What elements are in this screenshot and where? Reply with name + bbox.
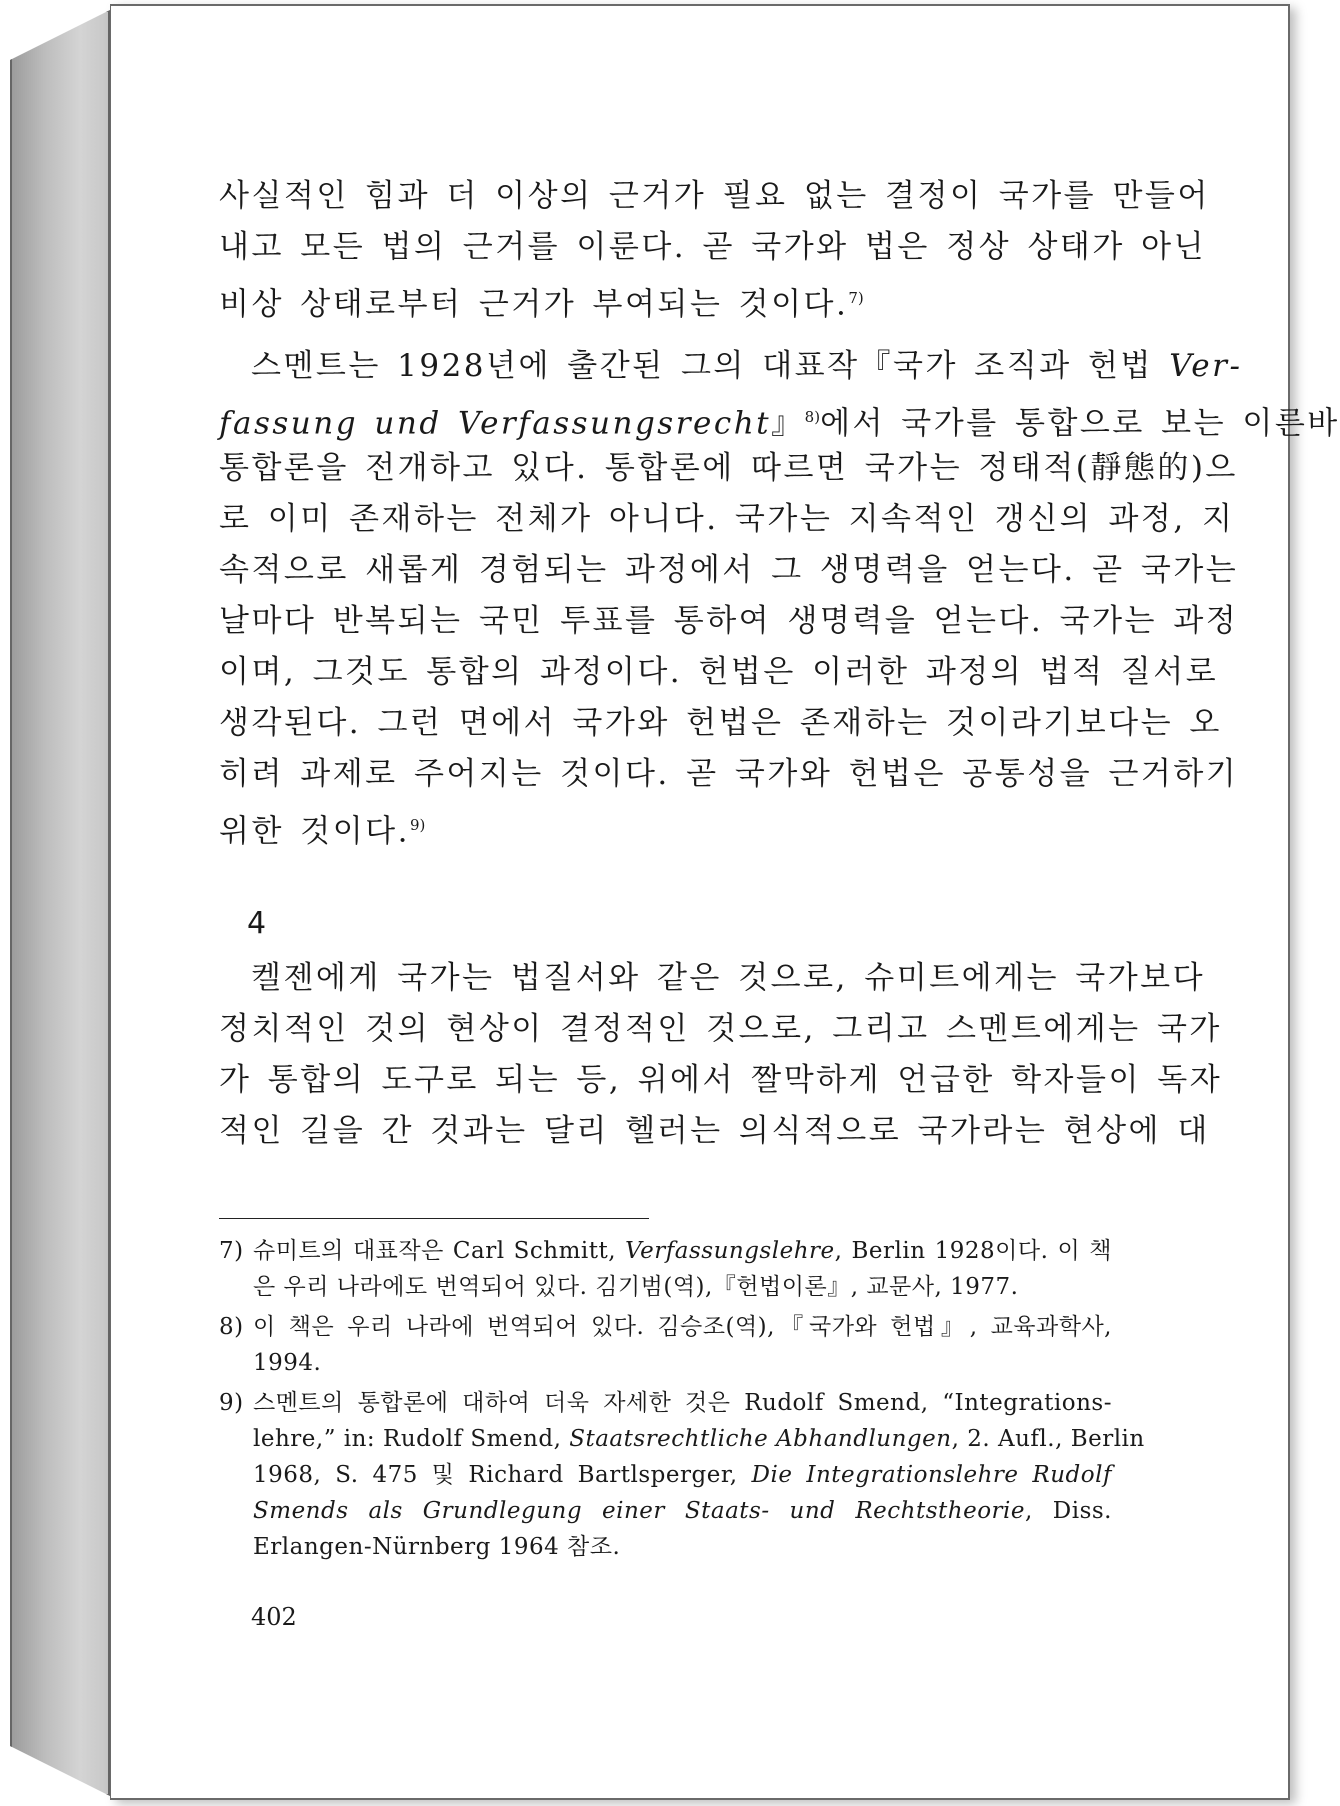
footnote-number: 8) <box>219 1314 244 1340</box>
italic-title: Ver- <box>1169 348 1243 384</box>
text-line: 정치적인 것의 현상이 결정적인 것으로, 그리고 스멘트에게는 국가 <box>219 1011 1222 1047</box>
text-span: 비상 상태로부터 근거가 부여되는 것이다. <box>219 286 849 323</box>
text-span: , Diss. <box>1025 1498 1112 1524</box>
book-page <box>110 4 1340 1800</box>
footnote-9-cont <box>219 1422 1145 1456</box>
text-line <box>219 397 1340 442</box>
text-line: 가 통합의 도구로 되는 등, 위에서 짤막하게 언급한 학자들이 독자 <box>219 1062 1223 1098</box>
book-edge-outline <box>10 10 110 1796</box>
italic-title: Staatsrechtliche Abhandlungen <box>569 1426 952 1452</box>
text-span: , Berlin 1928이다. 이 책 <box>834 1238 1112 1264</box>
text-span: lehre,” in: Rudolf Smend, <box>253 1426 570 1452</box>
footnote-ref-7: 7) <box>848 289 864 307</box>
text-span: 이 책은 우리 나라에 번역되어 있다. 김승조(역),『국가와 헌법』, 교육과학사, <box>253 1314 1112 1340</box>
text-line: 속적으로 새롭게 경험되는 과정에서 그 생명력을 얻는다. 곧 국가는 <box>219 552 1239 588</box>
text-line: 로 이미 존재하는 전체가 아니다. 국가는 지속적인 갱신의 과정, 지 <box>219 501 1235 537</box>
footnote-9-cont <box>219 1458 1112 1492</box>
text-line: 생각된다. 그런 면에서 국가와 헌법은 존재하는 것이라기보다는 오 <box>219 705 1222 741</box>
text-span: 스멘트의 통합론에 대하여 더욱 자세한 것은 Rudolf Smend, “Integrations- <box>253 1390 1112 1416</box>
text-span: 슈미트의 대표작은 Carl Schmitt, <box>253 1238 626 1264</box>
italic-title: fassung und Verfassungsrecht <box>219 405 772 442</box>
section-number: 4 <box>247 906 267 941</box>
text-line: 통합론을 전개하고 있다. 통합론에 따르면 국가는 정태적(靜態的)으 <box>219 450 1238 486</box>
italic-title: Smends als Grundlegung einer Staats- und Rechtstheorie <box>253 1498 1026 1524</box>
text-span: 위한 것이다. <box>219 813 410 850</box>
footnote-8 <box>219 1310 1112 1344</box>
text-line <box>219 278 1112 323</box>
italic-title: Die Integrationslehre Rudolf <box>751 1462 1112 1488</box>
footnote-7-cont: 은 우리 나라에도 번역되어 있다. 김기범(역),『헌법이론』, 교문사, 1977. <box>253 1274 1019 1300</box>
text-span: 에서 국가를 통합으로 보는 이른바 <box>820 405 1340 442</box>
text-line: 적인 길을 간 것과는 달리 헬러는 의식적으로 국가라는 현상에 대 <box>219 1113 1210 1149</box>
footnote-divider <box>219 1218 649 1219</box>
italic-title: Verfassungslehre <box>625 1238 835 1264</box>
footnote-ref-8: 8) <box>804 408 821 426</box>
text-line <box>219 346 1243 386</box>
text-span: , 2. Aufl., Berlin <box>951 1426 1145 1452</box>
text-line: 사실적인 힘과 더 이상의 근거가 필요 없는 결정이 국가를 만들어 <box>219 178 1210 214</box>
footnote-number: 9) <box>219 1390 244 1416</box>
footnote-ref-9: 9) <box>409 816 426 834</box>
text-line: 내고 모든 법의 근거를 이룬다. 곧 국가와 법은 정상 상태가 아닌 <box>219 229 1207 265</box>
page-number: 402 <box>251 1603 297 1631</box>
footnote-9 <box>219 1386 1112 1420</box>
text-line <box>219 805 1112 850</box>
footnote-8-cont: 1994. <box>253 1350 322 1376</box>
text-span: 1968, S. 475 및 Richard Bartlsperger, <box>253 1462 752 1488</box>
text-line: 날마다 반복되는 국민 투표를 통하여 생명력을 얻는다. 국가는 과정 <box>219 603 1239 639</box>
footnote-7 <box>219 1234 1112 1268</box>
text-line: 히려 과제로 주어지는 것이다. 곧 국가와 헌법은 공통성을 근거하기 <box>219 756 1239 792</box>
text-line: 이며, 그것도 통합의 과정이다. 헌법은 이러한 과정의 법적 질서로 <box>219 654 1219 690</box>
footnote-9-cont <box>219 1494 1112 1528</box>
text-line: 켈젠에게 국가는 법질서와 같은 것으로, 슈미트에게는 국가보다 <box>251 960 1206 996</box>
footnote-number: 7) <box>219 1238 244 1264</box>
text-span: 스멘트는 1928년에 출간된 그의 대표작『국가 조직과 헌법 <box>251 348 1153 384</box>
bracket-close: 』 <box>771 405 805 442</box>
footnote-9-cont: Erlangen-Nürnberg 1964 참조. <box>253 1534 621 1560</box>
